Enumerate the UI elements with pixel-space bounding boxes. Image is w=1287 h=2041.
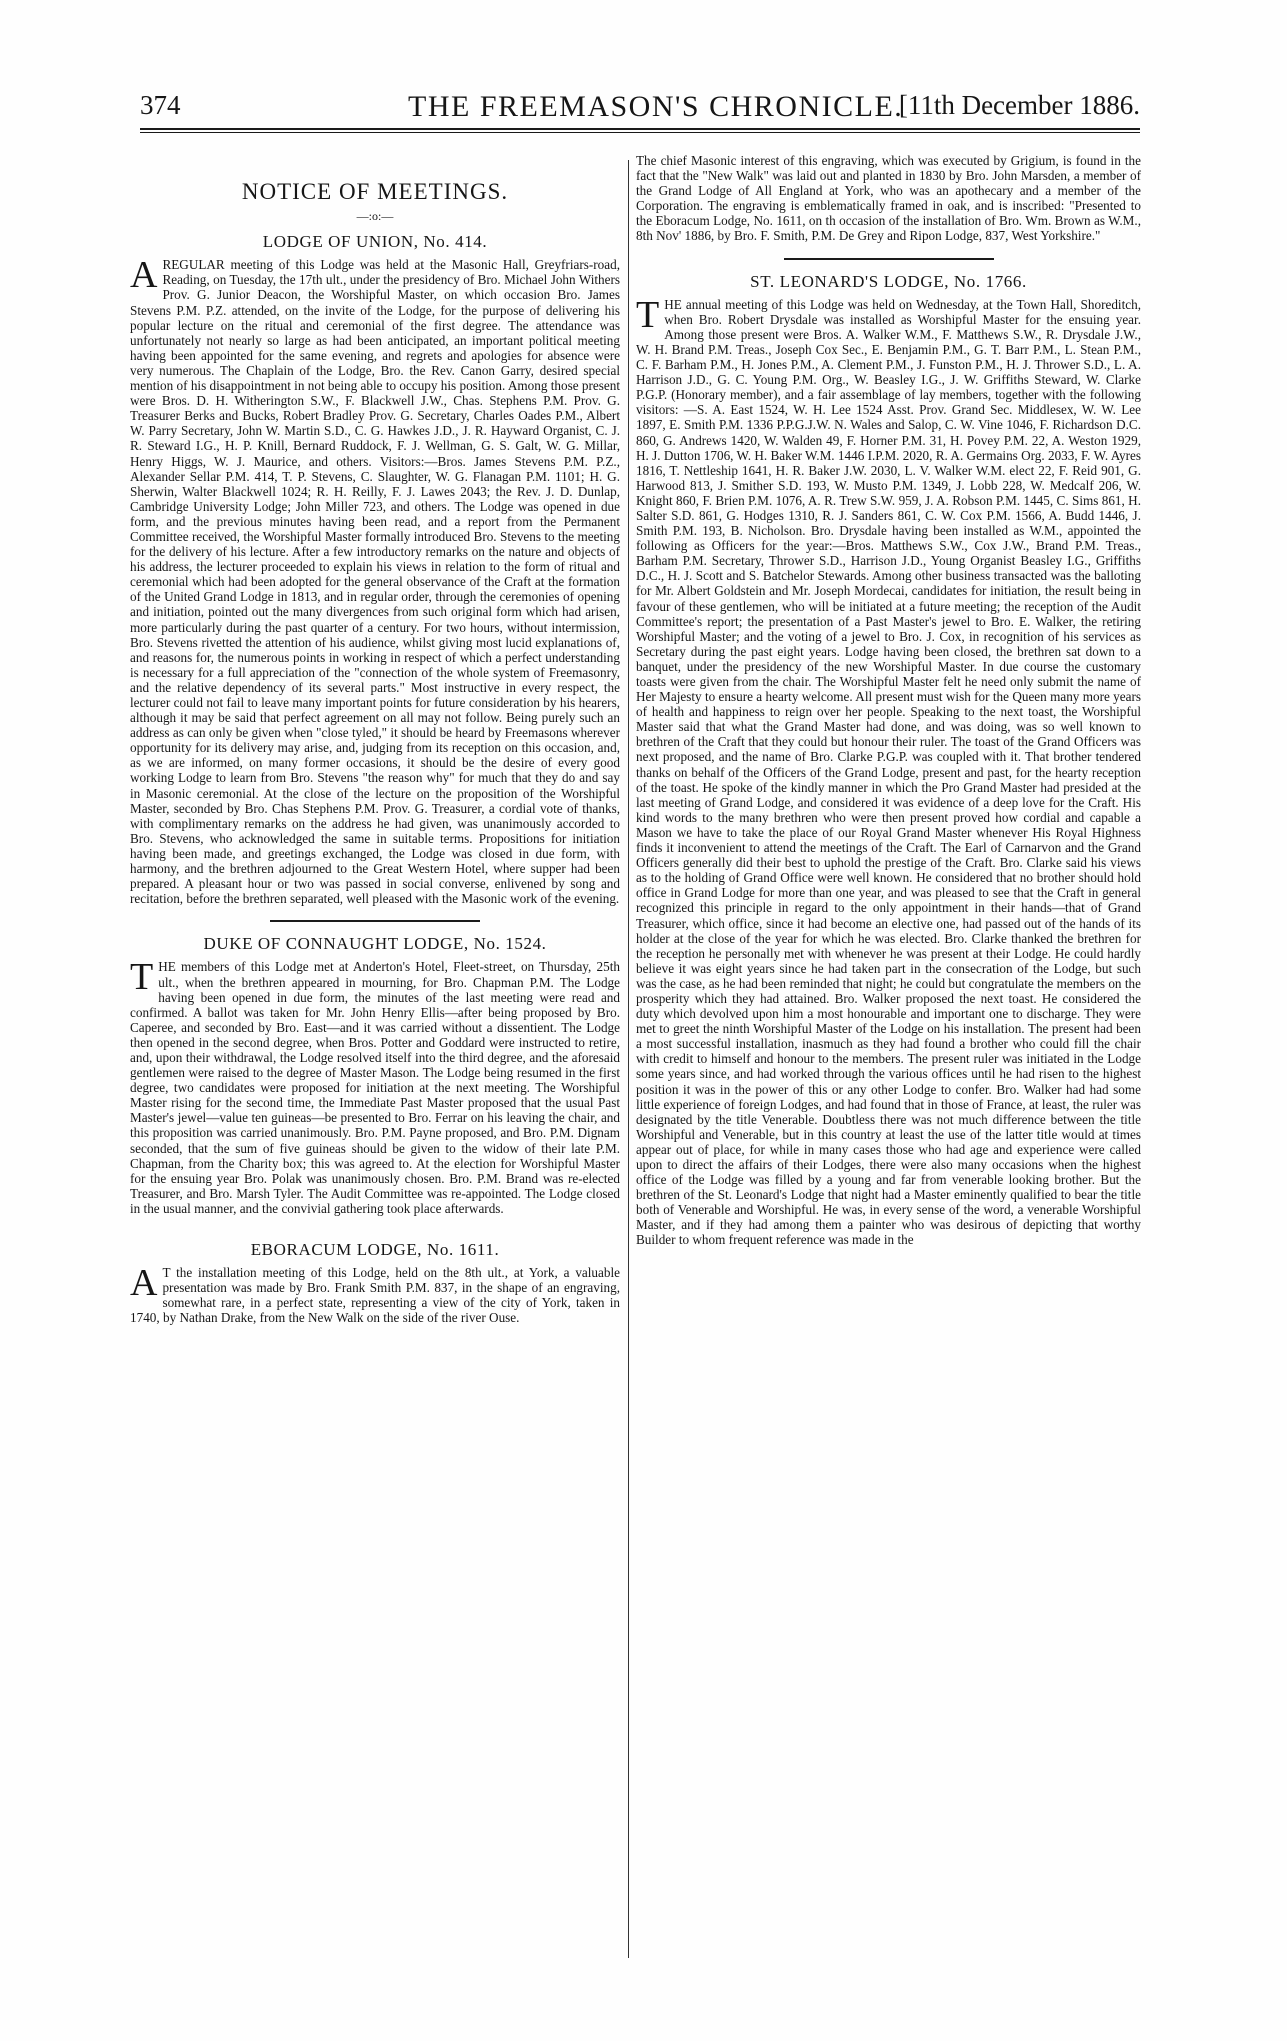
article-title: LODGE OF UNION, No. 414. <box>262 232 488 252</box>
spacer <box>130 1216 620 1234</box>
publication-title: THE FREEMASON'S CHRONICLE. <box>408 90 904 123</box>
article-text: HE members of this Lodge met at Anderton's Hotel, Fleet-street, on Thursday, 25th ult., when the brethren appeared in mourning, for Bro. Chapman P.M. The Lodge having been opened in due form, the minutes of the last meeting were read and confirmed. A ballot was taken for Mr. John Henry Ellis—after being proposed by Bro. Caperee, and seconded by Bro. East—and it was carried without a dissentient. The Lodge then opened in the second degree, when Bros. Potter and Goddard were instructed to retire, and, upon their withdrawal, the Lodge resolved itself into the third degree, and the aforesaid gentlemen were raised to the degree of Master Mason. The Lodge being resumed in the first degree, two candidates were proposed for initiation at the next meeting. The Worshipful Master rising for the second time, the Immediate Past Master proposed that the usual Past Master's jewel—value ten guineas—be presented to Bro. Ferrar on his leaving the chair, and this proposition was carried unanimously. Bro. P.M. Payne proposed, and Bro. P.M. Dignam seconded, that the sum of five guineas should be given to the widow of their late P.M. Chapman, from the Charity box; this was agreed to. At the election for Worshipful Master for the ensuing year Bro. Polak was unanimously chosen. Bro. P.M. Brand was re-elected Treasurer, and Bro. Marsh Tyler. The Audit Committee was re-appointed. The Lodge closed in the usual manner, and the convivial gathering took place afterwards. <box>130 959 620 1216</box>
section-rule <box>784 258 994 260</box>
article-text: HE annual meeting of this Lodge was held on Wednesday, at the Town Hall, Shoreditch, when Bro. Robert Drysdale was installed as Worshipful Master for the ensuing year. Among those present were Bros. A. Walker W.M., F. Matthews S.W., R. Drysdale J.W., W. H. Brand P.M. Treas., Joseph Cox Sec., E. Benjamin P.M., G. T. Barr P.M., L. Stean P.M., C. F. Barham P.M., H. Jones P.M., A. Clement P.M., J. Funston P.M., H. J. Thrower S.D., L. A. Harrison J.D., G. C. Young P.M. Org., W. Beasley I.G., J. W. Griffiths Steward, W. Clarke P.G.P. (Honorary member), and a fair assemblage of lay members, together with the following visitors: —S. A. East 1524, W. H. Lee 1524 Asst. Prov. Grand Sec. Middlesex, W. W. Lee 1897, E. Smith P.M. 1336 P.P.G.J.W. N. Wales and Salop, C. W. Vine 1046, F. Richardson D.C. 860, G. Andrews 1420, W. Walden 49, F. Horner P.M. 31, H. Povey P.M. 22, A. Weston 1929, H. J. Dutton 1706, W. H. Baker W.M. 1446 I.P.M. 2020, R. A. Germains Org. 2033, F. W. Ayres 1816, T. Nettleship 1641, H. R. Baker J.W. 2030, L. V. Walker W.M. elect 22, F. Reid 901, G. Harwood 813, J. Smither S.D. 193, W. Musto P.M. 1349, J. Lobb 228, W. Medcalf 206, W. Knight 860, F. Brien P.M. 1076, A. R. Trew S.W. 959, J. A. Robson P.M. 1445, C. Sims 861, H. Salter S.D. 861, G. Hodges 1310, R. J. Sanders 861, C. W. Cox P.M. 1566, A. Budd 1446, J. Smith P.M. 193, B. Nicholson. Bro. Drysdale having been installed as W.M., appointed the following as Officers for the year:—Bros. Matthews S.W., Cox J.W., Brand P.M. Treas., Barham P.M. Secretary, Thrower S.D., Harrison J.D., Young Organist Beasley I.G., Griffiths D.C., H. J. Scott and S. Batchelor Stewards. Among other business transacted was the balloting for Mr. Albert Goldstein and Mr. Joseph Mordecai, candidates for initiation, the result being in favour of these gentlemen, who will be initiated at a future meeting; the reception of the Audit Committee's report; the presentation of a Past Master's jewel to Bro. E. Walker, the retiring Worshipful Master; and the voting of a jewel to Bro. J. Cox, in recognition of his services as Secretary during the past eight years. Lodge having been closed, the brethren sat down to a banquet, under the presidency of the new Worshipful Master. In due course the customary toasts were given from the chair. The Worshipful Master felt he need only submit the name of Her Majesty to ensure a hearty welcome. All present must wish for the Queen many more years of health and happiness to reign over her people. Speaking to the next toast, the Worshipful Master said that what the Grand Master had done, and was doing, was so well known to brethren of the Craft that they could but honour their ruler. The toast of the Grand Officers was next proposed, and the name of Bro. Clarke P.G.P. was coupled with it. That brother tendered thanks on behalf of the Officers of the Grand Lodge, present and past, for the hearty reception of the toast. He spoke of the kindly manner in which the Pro Grand Master had presided at the last meeting of Grand Lodge, and considered it was evidence of a deep love for the Craft. His kind words to the many brethren who were then present proved how cordial and capable a Mason we have to take the place of our Royal Grand Master whenever His Royal Highness finds it inconvenient to attend the meetings of the Craft. The Earl of Carnarvon and the Grand Officers generally did their best to uphold the prestige of the Craft. Bro. Clarke said his views as to the holding of Grand Office were well known. He considered that no brother should hold office in Grand Lodge for more than one year, and was pleased to see that the Craft in general recognized this principle in regard to the only appointment in their hands—that of Grand Treasurer, which office, since it had become an elective one, had passed out of the hands of its holder at the close of the year for which he was elected. Bro. Clarke thanked the brethren for the reception he personally met with whenever he was present at their Lodge. He could hardly believe it was eight years since he had taken part in the consecration of the Lodge, but such was the case, as he had been reminded that night; he could but congratulate the members on the prosperity which they had attained. Bro. Walker proposed the next toast. He considered the duty which devolved upon him a most honourable and important one to discharge. They were met to greet the ninth Worshipful Master of the Lodge on his installation. The present had been a most successful installation, inasmuch as they had found a brother who could fill the chair with credit to himself and honour to the members. The present ruler was initiated in the Lodge some years since, and had worked through the various offices until he had risen to the highest position it was in the power of this or any other Lodge to confer. Bro. Walker had had some little experience of foreign Lodges, and had found that in those of France, at least, the ruler was designated by the title Venerable. Doubtless there was not much difference between the title Worshipful and Venerable, but in this country at least the use of the latter title would at times appear out of place, for while in many cases those who had age and experience were called upon to direct the affairs of their Lodges, there were also many occasions when the highest office of the Lodge was filled by a young and far from venerable looking brother. But the brethren of the St. Leonard's Lodge that night had a Master eminently qualified to bear the title both of Venerable and Worshipful. He was, in every sense of the word, a venerable Worshipful Master, and if they had among them a painter who was desirous of depicting that worthy Builder to whom frequent reference was made in the <box>636 296 1141 1248</box>
article-body <box>636 293 1141 1248</box>
article-body <box>130 254 620 907</box>
drop-cap: A <box>130 1262 158 1305</box>
article-eboracum <box>130 1242 620 1325</box>
drop-cap: T <box>130 956 154 999</box>
issue-date: [11th December 1886. <box>898 90 1140 120</box>
article-text: REGULAR meeting of this Lodge was held at the Masonic Hall, Greyfriars-road, Reading, on Tuesday, the 17th ult., under the presidency of Bro. Michael John Withers Prov. G. Junior Deacon, the Worshipful Master, on which occasion Bro. James Stevens P.M. P.Z. attended, on the invite of the Lodge, for the purpose of delivering his popular lecture on the ritual and ceremonial of the first degree. The attendance was unfortunately not nearly so large as had been anticipated, an important political meeting having been appointed for the same evening, and regrets and apologies for absence were very numerous. The Chaplain of the Lodge, Bro. the Rev. Canon Garry, desired special mention of his disappointment in not being able to occupy his position. Among those present were Bros. D. H. Witherington S.W., F. Blackwell J.W., Chas. Stephens P.M. Prov. G. Treasurer Berks and Bucks, Robert Bradley Prov. G. Secretary, Charles Oades P.M., Albert W. Parry Secretary, John W. Martin S.D., C. G. Hawkes J.D., J. R. Hayward Organist, C. J. R. Steward I.G., H. P. Knill, Bernard Ruddock, F. J. Wellman, G. S. Galt, W. G. Millar, Henry Higgs, W. J. Maurice, and others. Visitors:—Bros. James Stevens P.M. P.Z., Alexander Sellar P.M. 414, T. P. Stevens, C. Slaughter, W. G. Flanagan P.M. 1101; H. G. Sherwin, Walter Blackwell 1024; R. H. Reilly, F. J. Lawes 2043; the Rev. J. D. Dunlap, Cambridge University Lodge; John Miller 723, and others. The Lodge was opened in due form, and the previous minutes having been read, and a report from the Permanent Committee received, the Worshipful Master formally introduced Bro. Stevens to the meeting for the delivery of his lecture. After a few introductory remarks on the nature and objects of his address, the lecturer proceeded to explain his views in relation to the form of ritual and ceremonial which had been adopted for the general observance of the Craft at the formation of the United Grand Lodge in 1813, and in regular order, through the ceremonies of opening and initiation, pointed out the many divergences from such original form which had arisen, more particularly during the past quarter of a century. For two hours, without intermission, Bro. Stevens rivetted the attention of his audience, whilst giving most lucid explanations of, and reasons for, the numerous points in working in respect of which a perfect understanding is necessary for a full appreciation of the "connection of the whole system of Freemasonry, and the relative dependency of its several parts." Most instructive in every respect, the lecturer could not fail to leave many important points for future consideration by his hearers, although it may be said that perfect agreement on all may not follow. Being purely such an address as can only be given when "close tyled," it should be heard by Freemasons wherever opportunity for its delivery may arise, and, judging from its reception on this occasion, and, as we are informed, on many former occasions, it should be the desire of every good working Lodge to learn from Bro. Stevens "the reason why" for much that they do and say in Masonic ceremonial. At the close of the lecture on the proposition of the Worshipful Master, seconded by Bro. Chas Stephens P.M. Prov. G. Treasurer, a cordial vote of thanks, with complimentary remarks on the address he had given, was unanimously accorded to Bro. Stevens, who acknowledged the same in suitable terms. Propositions for initiation having been made, and greetings exchanged, the Lodge was closed in due form, with harmony, and the brethren adjourned to the Great Western Hotel, where supper had been prepared. A pleasant hour or two was passed in social converse, enlivened by song and recitation, before the brethren separated, well pleased with the Masonic work of the evening. <box>130 257 620 907</box>
right-column <box>636 153 1141 1248</box>
article-title: DUKE OF CONNAUGHT LODGE, No. 1524. <box>203 934 547 954</box>
eboracum-continued: The chief Masonic interest of this engraving, which was executed by Grigium, is found in the fact that the "New Walk" was laid out and planted in 1830 by Bro. John Marsden, a member of the Grand Lodge of All England at York, who was an apothecary and a member of the Corporation. The engraving is emblematically framed in oak, and is inscribed: "Presented to the Eboracum Lodge, No. 1611, on th occasion of the installation of Bro. Wm. Brown as W.M., 8th Nov' 1886, by Bro. F. Smith, P.M. De Grey and Ripon Lodge, 837, West Yorkshire." <box>636 153 1141 244</box>
ornament-divider: —:o:— <box>356 209 394 224</box>
drop-cap: T <box>636 293 660 336</box>
article-title: EBORACUM LODGE, No. 1611. <box>250 1240 500 1259</box>
article-title: ST. LEONARD'S LODGE, No. 1766. <box>750 271 1027 291</box>
header-rule-bottom <box>140 132 1140 133</box>
drop-cap: A <box>130 254 158 297</box>
article-body <box>130 956 620 1216</box>
page-header <box>140 90 1140 126</box>
article-lodge-of-union <box>130 234 620 906</box>
article-st-leonards <box>636 271 1141 1248</box>
article-body <box>130 1262 620 1326</box>
section-rule <box>270 920 480 922</box>
column-divider <box>628 160 629 1958</box>
header-rule-top <box>140 128 1140 130</box>
page-number: 374 <box>140 90 181 120</box>
article-text: T the installation meeting of this Lodge, held on the 8th ult., at York, a valuable presentation was made by Bro. Frank Smith P.M. 837, in the shape of an engraving, somewhat rare, in a perfect state, representing a view of the city of York, taken in 1740, by Nathan Drake, from the New Walk on the side of the river Ouse. <box>130 1265 620 1326</box>
left-column <box>130 170 620 1325</box>
article-duke-of-connaught <box>130 936 620 1216</box>
notice-of-meetings-heading: NOTICE OF MEETINGS. <box>241 179 509 204</box>
